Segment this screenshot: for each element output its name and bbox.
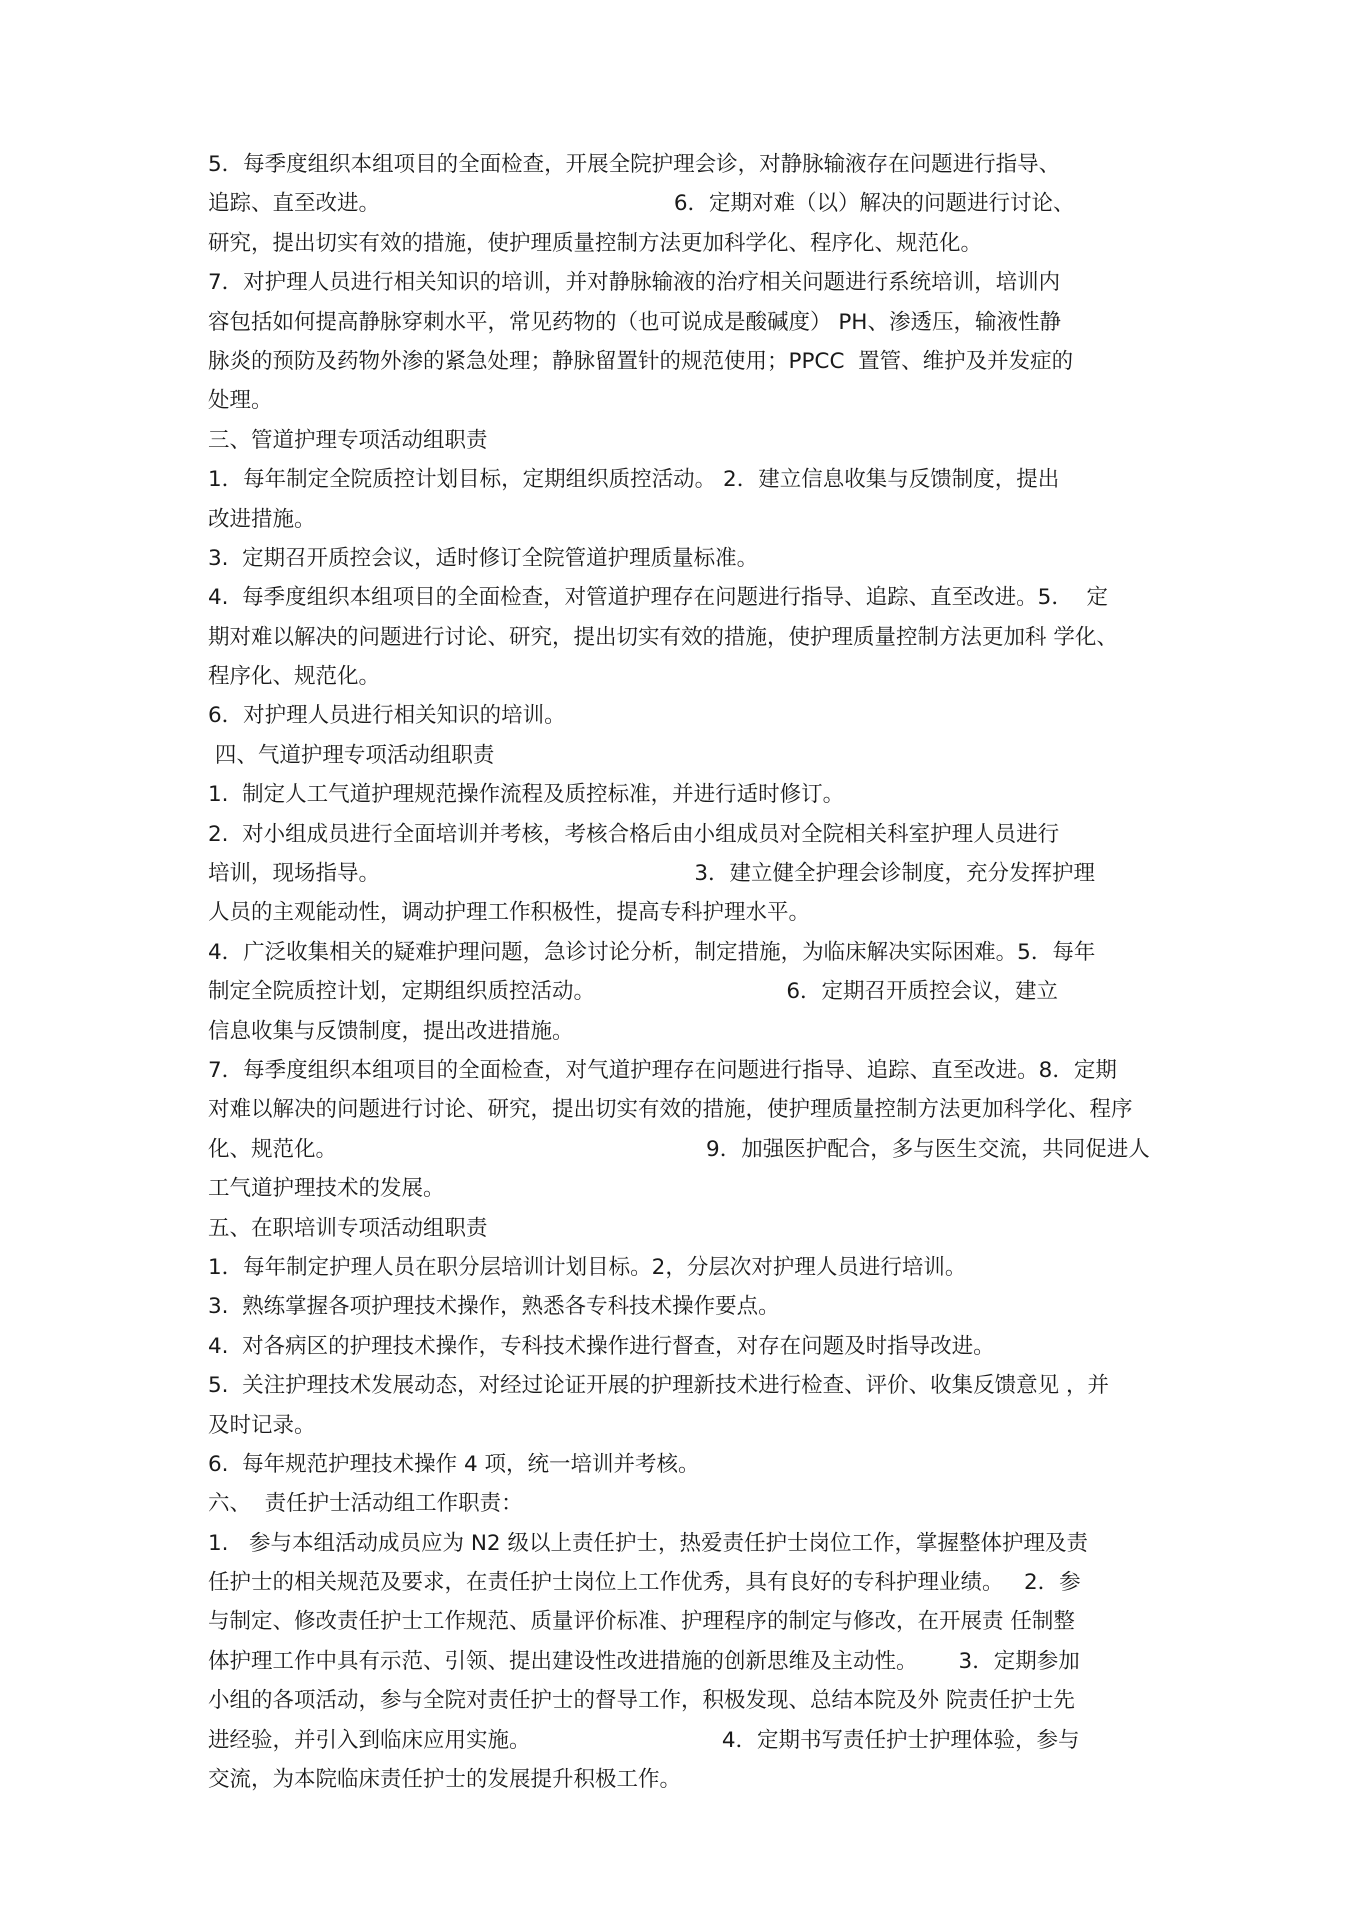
text-line: 1．每年制定全院质控计划目标，定期组织质控活动。 2．建立信息收集与反馈制度，提出 xyxy=(208,467,1060,493)
text-line: 与制定、修改责任护士工作规范、质量评价标准、护理程序的制定与修改，在开展责 任制整 xyxy=(208,1609,1075,1635)
text-line: 1. 参与本组活动成员应为 N2 级以上责任护士，热爱责任护士岗位工作，掌握整体护理及责 xyxy=(208,1530,1088,1556)
text-line: 程序化、规范化。 xyxy=(208,664,381,690)
text-line: 4. 每季度组织本组项目的全面检查，对管道护理存在问题进行指导、追踪、直至改进。5． 定 xyxy=(208,585,1109,611)
text-line: 4．广泛收集相关的疑难护理问题，急诊讨论分析，制定措施，为临床解决实际困难。5．每年 xyxy=(208,939,1096,965)
text-line: 脉炎的预防及药物外渗的紧急处理；静脉留置针的规范使用；PPCC 置管、维护及并发症的 xyxy=(208,348,1074,374)
text-line: 工气道护理技术的发展。 xyxy=(208,1176,445,1202)
text-line: 2. 对小组成员进行全面培训并考核，考核合格后由小组成员对全院相关科室护理人员进行 xyxy=(208,821,1060,847)
section-heading: 三、管道护理专项活动组职责 xyxy=(208,427,488,453)
text-line: 人员的主观能动性，调动护理工作积极性，提高专科护理水平。 xyxy=(208,900,811,926)
text-line: 3. 定期召开质控会议，适时修订全院管道护理质量标准。 xyxy=(208,545,759,571)
text-line: 3. 熟练掌握各项护理技术操作，熟悉各专科技术操作要点。 xyxy=(208,1294,780,1320)
text-line: 信息收集与反馈制度，提出改进措施。 xyxy=(208,1018,574,1044)
text-line: 1．每年制定护理人员在职分层培训计划目标。2，分层次对护理人员进行培训。 xyxy=(208,1254,967,1280)
section-heading: 四、气道护理专项活动组职责 xyxy=(208,742,495,768)
text-line: 处理。 xyxy=(208,388,273,414)
text-line: 7．每季度组织本组项目的全面检查，对气道护理存在问题进行指导、追踪、直至改进。8．定期 xyxy=(208,1057,1117,1083)
text-line: 小组的各项活动，参与全院对责任护士的督导工作，积极发现、总结本院及外 院责任护士先 xyxy=(208,1688,1075,1714)
text-line: 1. 制定人工气道护理规范操作流程及质控标准，并进行适时修订。 xyxy=(208,782,845,808)
text-line: 5．每季度组织本组项目的全面检查，开展全院护理会诊，对静脉输液存在问题进行指导、 xyxy=(208,152,1061,177)
text-line: 追踪、直至改进。 6．定期对难（以）解决的问题进行讨论、 xyxy=(208,191,1075,217)
text-line: 改进措施。 xyxy=(208,506,316,532)
document-body xyxy=(208,145,1183,1799)
section-heading: 六、 责任护士活动组工作职责： xyxy=(208,1491,523,1517)
text-line: 及时记录。 xyxy=(208,1412,316,1438)
text-line: 期对难以解决的问题进行讨论、研究，提出切实有效的措施，使护理质量控制方法更加科 学化、 xyxy=(208,624,1118,650)
text-line: 进经验，并引入到临床应用实施。 4．定期书写责任护士护理体验，参与 xyxy=(208,1727,1080,1753)
text-line: 制定全院质控计划，定期组织质控活动。 6．定期召开质控会议，建立 xyxy=(208,979,1059,1005)
text-line: 任护士的相关规范及要求，在责任护士岗位上工作优秀，具有良好的专科护理业绩。 2．参 xyxy=(208,1570,1081,1596)
text-line: 研究，提出切实有效的措施，使护理质量控制方法更加科学化、程序化、规范化。 xyxy=(208,230,983,256)
text-line: 6. 每年规范护理技术操作 4 项，统一培训并考核。 xyxy=(208,1451,700,1477)
text-line: 容包括如何提高静脉穿刺水平，常见药物的（也可说成是酸碱度） PH、渗透压，输液性静 xyxy=(208,309,1061,335)
text-line: 6．对护理人员进行相关知识的培训。 xyxy=(208,703,566,729)
text-line: 培训，现场指导。 3．建立健全护理会诊制度，充分发挥护理 xyxy=(208,861,1096,887)
text-line: 7．对护理人员进行相关知识的培训，并对静脉输液的治疗相关问题进行系统培训，培训内 xyxy=(208,270,1061,296)
text-line: 4. 对各病区的护理技术操作，专科技术操作进行督查，对存在问题及时指导改进。 xyxy=(208,1333,995,1359)
text-line: 体护理工作中具有示范、引领、提出建设性改进措施的创新思维及主动性。 3．定期参加 xyxy=(208,1648,1080,1674)
text-line: 交流，为本院临床责任护士的发展提升积极工作。 xyxy=(208,1767,682,1793)
text-line: 对难以解决的问题进行讨论、研究，提出切实有效的措施，使护理质量控制方法更加科学化、程序 xyxy=(208,1097,1133,1123)
section-heading: 五、在职培训专项活动组职责 xyxy=(208,1215,488,1241)
text-line: 5. 关注护理技术发展动态，对经过论证开展的护理新技术进行检查、评价、收集反馈意见 ，并 xyxy=(208,1373,1110,1399)
text-line: 化、规范化。 9．加强医护配合，多与医生交流，共同促进人 xyxy=(208,1136,1150,1162)
